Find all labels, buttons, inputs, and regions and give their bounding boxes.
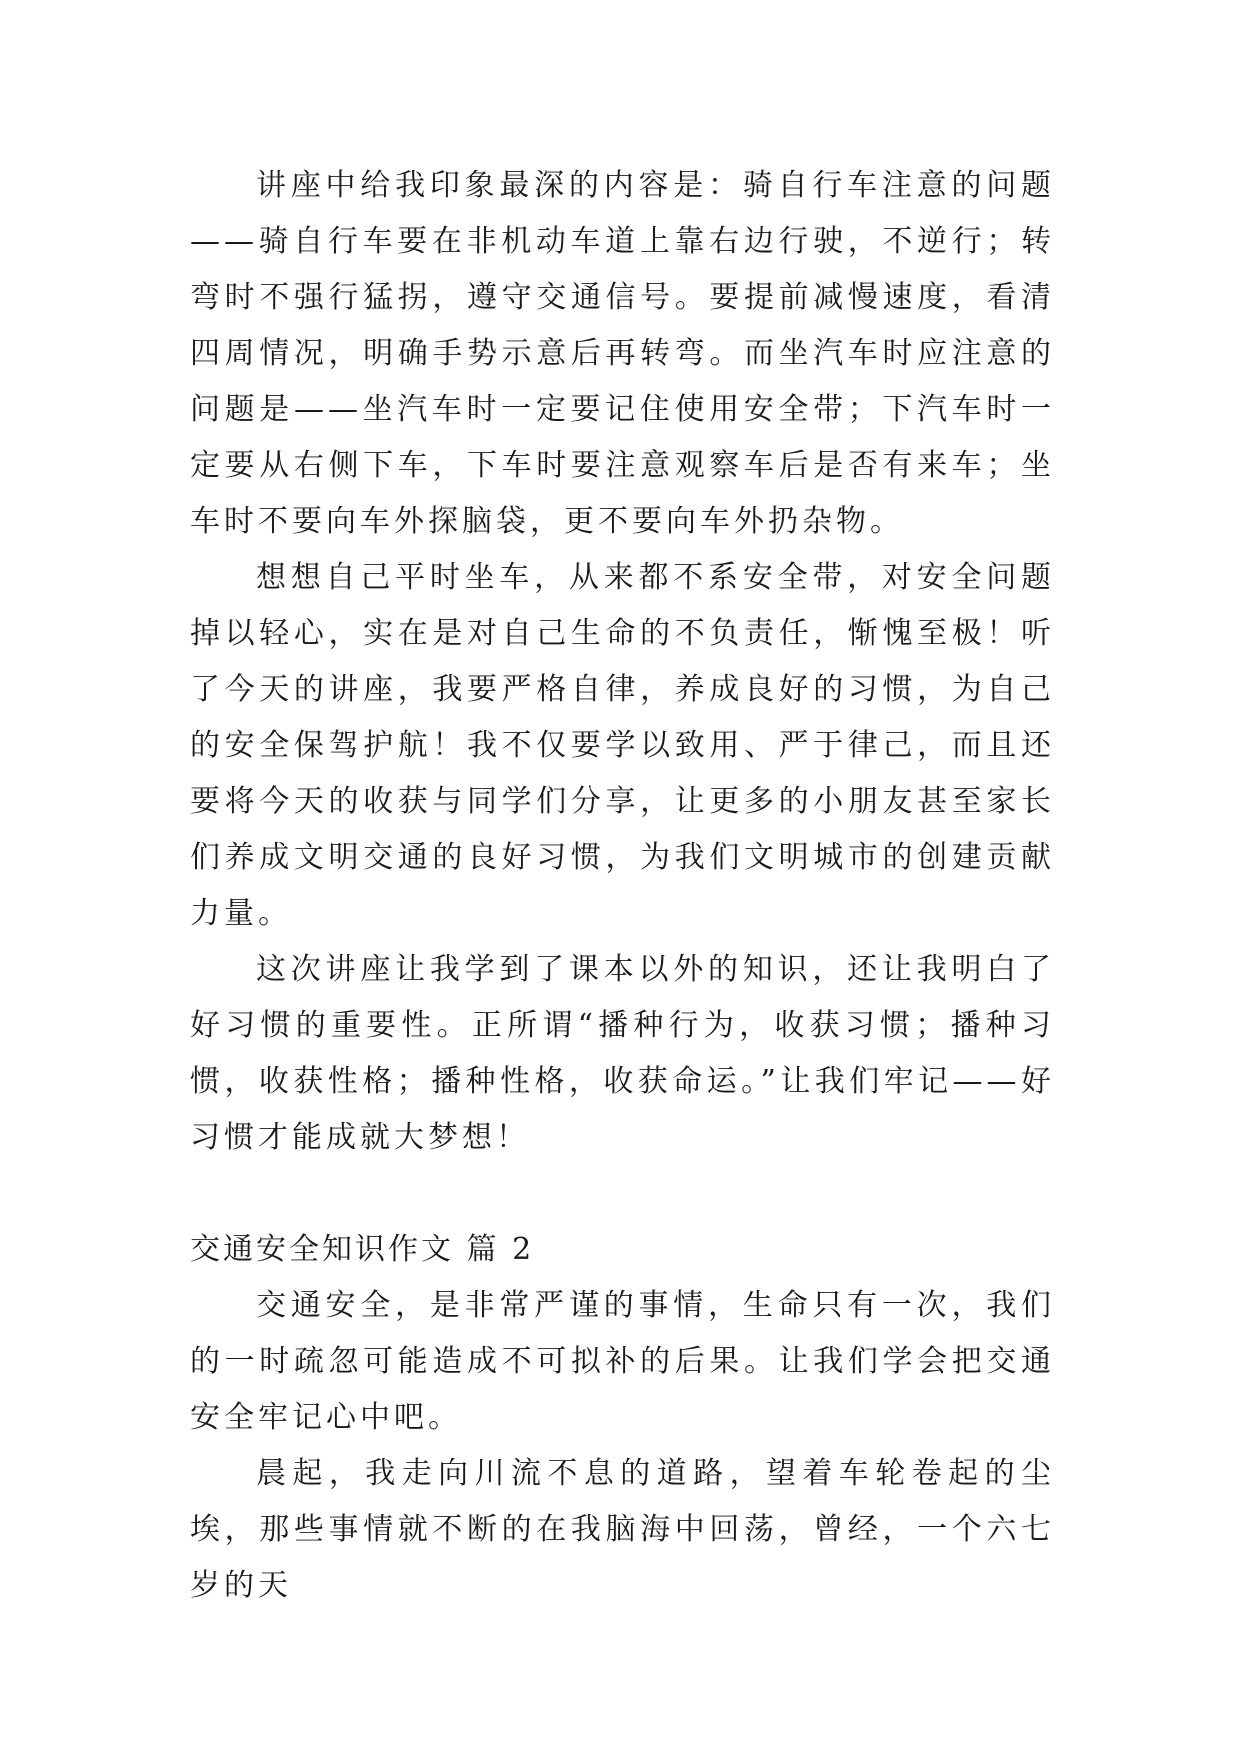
paragraph-traffic-safety-intro: 交通安全，是非常严谨的事情，生命只有一次，我们的一时疏忽可能造成不可拟补的后果。让我们学会把交通安全牢记心中吧。 xyxy=(190,1288,1055,1435)
paragraph-bicycle-and-car-safety: 讲座中给我印象最深的内容是：骑自行车注意的问题——骑自行车要在非机动车道上靠右边行驶，不逆行；转弯时不强行猛拐，遵守交通信号。要提前减慢速度，看清四周情况，明确手势示意后再转弯。而坐汽车时应注意的问题是——坐汽车时一定要记住使用安全带；下汽车时一定要从右侧下车，下车时要注意观察车后是否有来车；坐车时不要向车外探脑袋，更不要向车外扔杂物。 xyxy=(190,168,1055,539)
document-body xyxy=(190,158,1055,1614)
paragraph-seatbelt-reflection: 想想自己平时坐车，从来都不系安全带，对安全问题掉以轻心，实在是对自己生命的不负责任，惭愧至极！听了今天的讲座，我要严格自律，养成良好的习惯，为自己的安全保驾护航！我不仅要学以致用、严于律己，而且还要将今天的收获与同学们分享，让更多的小朋友甚至家长们养成文明交通的良好习惯，为我们文明城市的创建贡献力量。 xyxy=(190,560,1055,931)
paragraph-good-habits: 这次讲座让我学到了课本以外的知识，还让我明白了好习惯的重要性。正所谓“播种行为，收获习惯；播种习惯，收获性格；播种性格，收获命运。”让我们牢记——好习惯才能成就大梦想！ xyxy=(190,952,1055,1155)
section-heading: 交通安全知识作文 篇 2 xyxy=(190,1232,535,1267)
paragraph-morning-road: 晨起，我走向川流不息的道路，望着车轮卷起的尘埃，那些事情就不断的在我脑海中回荡，曾经，一个六七岁的天 xyxy=(190,1456,1055,1603)
